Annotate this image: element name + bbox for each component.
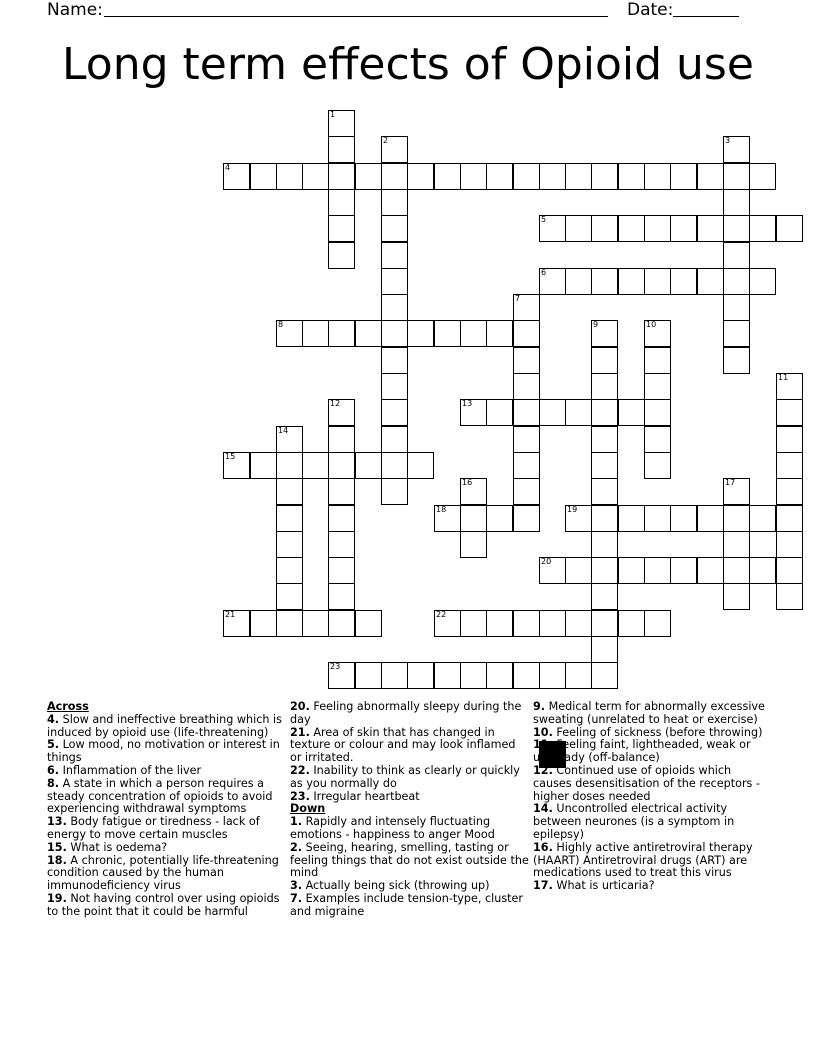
clue-column-2 [290, 701, 530, 919]
crossword-cell[interactable] [591, 557, 618, 584]
clue-number-label: 18 [436, 505, 447, 514]
clue-text: What is oedema? [66, 840, 168, 854]
crossword-cell[interactable] [328, 215, 355, 242]
clue-number: 14. [533, 802, 553, 816]
clue-number-label: 4 [225, 163, 231, 172]
clue-number-label: 5 [541, 215, 547, 224]
crossword-cell[interactable] [276, 610, 303, 637]
crossword-cell[interactable] [407, 662, 434, 689]
crossword-cell[interactable] [381, 478, 408, 505]
clue-number: 13. [47, 815, 67, 829]
crossword-cell[interactable] [565, 163, 592, 190]
across-clue-list-continued [290, 701, 530, 803]
crossword-cell[interactable] [591, 320, 618, 347]
crossword-cell[interactable] [723, 478, 750, 505]
crossword-cell[interactable] [460, 531, 487, 558]
clue-number-label: 6 [541, 268, 547, 277]
crossword-cell[interactable] [539, 557, 566, 584]
crossword-cell[interactable] [328, 242, 355, 269]
crossword-cell[interactable] [328, 320, 355, 347]
crossword-cell[interactable] [776, 215, 803, 242]
clue-number: 5. [47, 738, 60, 752]
clue-text: What is urticaria? [552, 879, 655, 893]
crossword-cell[interactable] [328, 478, 355, 505]
crossword-cell[interactable] [486, 610, 513, 637]
crossword-cell[interactable] [565, 505, 592, 532]
crossword-cell[interactable] [434, 505, 461, 532]
crossword-cell[interactable] [250, 163, 277, 190]
crossword-cell[interactable] [302, 163, 329, 190]
crossword-cell[interactable] [276, 478, 303, 505]
clue-number: 4. [47, 712, 60, 726]
crossword-cell[interactable] [776, 557, 803, 584]
crossword-cell[interactable] [618, 163, 645, 190]
clue-item [47, 778, 287, 816]
crossword-cell[interactable] [618, 610, 645, 637]
crossword-cell[interactable] [328, 110, 355, 137]
clue-text: A chronic, potentially life-threatening condition caused by the human immunodeficiency virus [47, 853, 279, 893]
crossword-cell[interactable] [723, 215, 750, 242]
crossword-cell[interactable] [776, 373, 803, 400]
crossword-cell[interactable] [591, 662, 618, 689]
crossword-cell[interactable] [381, 426, 408, 453]
crossword-cell[interactable] [381, 373, 408, 400]
crossword-cell[interactable] [328, 136, 355, 163]
clue-number: 21. [290, 725, 310, 739]
crossword-cell[interactable] [776, 452, 803, 479]
crossword-cell[interactable] [276, 505, 303, 532]
crossword-cell[interactable] [565, 610, 592, 637]
crossword-cell[interactable] [618, 505, 645, 532]
crossword-cell[interactable] [486, 163, 513, 190]
clue-number-label: 20 [541, 557, 552, 566]
clue-text: Feeling faint, lightheaded, weak or unsteady (off-balance) [533, 738, 751, 765]
crossword-cell[interactable] [381, 215, 408, 242]
crossword-cell[interactable] [407, 320, 434, 347]
crossword-cell[interactable] [644, 610, 671, 637]
crossword-cell[interactable] [381, 242, 408, 269]
crossword-cell[interactable] [565, 268, 592, 295]
crossword-cell[interactable] [460, 662, 487, 689]
crossword-cell[interactable] [513, 399, 540, 426]
clue-number: 18. [47, 853, 67, 867]
crossword-cell[interactable] [591, 268, 618, 295]
crossword-cell[interactable] [776, 399, 803, 426]
clue-column-1 [47, 701, 287, 919]
clue-text: Highly active antiretroviral therapy (HAART) Antiretroviral drugs (ART) are medications used to treat this virus [533, 840, 753, 880]
clue-number: 10. [533, 725, 553, 739]
crossword-cell[interactable] [276, 163, 303, 190]
crossword-cell[interactable] [749, 557, 776, 584]
crossword-cell[interactable] [565, 662, 592, 689]
crossword-cell[interactable] [670, 163, 697, 190]
crossword-cell[interactable] [381, 320, 408, 347]
crossword-cell[interactable] [513, 505, 540, 532]
crossword-cell[interactable] [539, 610, 566, 637]
crossword-cell[interactable] [513, 294, 540, 321]
crossword-cell[interactable] [513, 426, 540, 453]
crossword-cell[interactable] [276, 583, 303, 610]
clue-number-label: 17 [725, 478, 736, 487]
clue-text: Inability to think as clearly or quickly as you normally do [290, 763, 520, 790]
crossword-cell[interactable] [670, 215, 697, 242]
crossword-cell[interactable] [513, 373, 540, 400]
down-heading: Down [290, 802, 326, 816]
crossword-cell[interactable] [723, 294, 750, 321]
crossword-cell[interactable] [749, 268, 776, 295]
crossword-cell[interactable] [513, 347, 540, 374]
clue-number: 16. [533, 840, 553, 854]
crossword-cell[interactable] [539, 215, 566, 242]
clue-text: Irregular heartbeat [309, 789, 420, 803]
clue-text: Medical term for abnormally excessive sweating (unrelated to heat or exercise) [533, 700, 765, 726]
crossword-cell[interactable] [723, 505, 750, 532]
crossword-cell[interactable] [381, 347, 408, 374]
crossword-cell[interactable] [670, 505, 697, 532]
clue-text: Not having control over using opioids to the point that it could be harmful [47, 891, 280, 918]
crossword-cell[interactable] [723, 531, 750, 558]
clue-number: 22. [290, 763, 310, 777]
name-label: Name: [47, 0, 103, 20]
crossword-cell[interactable] [460, 320, 487, 347]
clue-text: Seeing, hearing, smelling, tasting or feeling things that do not exist outside the mind [290, 840, 529, 880]
clue-item [290, 816, 530, 842]
crossword-cell[interactable] [539, 163, 566, 190]
crossword-cell[interactable] [591, 373, 618, 400]
clue-item [290, 765, 530, 791]
crossword-cell[interactable] [565, 215, 592, 242]
crossword-cell[interactable] [328, 583, 355, 610]
clue-item [290, 893, 530, 919]
clue-number: 6. [47, 763, 60, 777]
crossword-cell[interactable] [328, 662, 355, 689]
clue-text: Feeling of sickness (before throwing) [552, 725, 763, 739]
clue-item [47, 816, 287, 842]
crossword-cell[interactable] [723, 163, 750, 190]
clue-number: 12. [533, 763, 553, 777]
crossword-cell[interactable] [618, 557, 645, 584]
crossword-cell[interactable] [328, 557, 355, 584]
clue-number-label: 16 [462, 478, 473, 487]
clue-number: 15. [47, 840, 67, 854]
crossword-cell[interactable] [618, 215, 645, 242]
clue-number: 1. [290, 815, 303, 829]
crossword-cell[interactable] [697, 163, 724, 190]
crossword-cell[interactable] [539, 399, 566, 426]
clue-text: Feeling abnormally sleepy during the day [290, 700, 522, 726]
crossword-cell[interactable] [644, 399, 671, 426]
clue-number-label: 14 [278, 426, 289, 435]
clue-number-label: 21 [225, 610, 236, 619]
page-title: Long term effects of Opioid use [62, 39, 754, 90]
clue-number: 23. [290, 789, 310, 803]
clue-number-label: 13 [462, 399, 473, 408]
crossword-cell[interactable] [723, 347, 750, 374]
crossword-cell[interactable] [223, 610, 250, 637]
clue-item [47, 739, 287, 765]
crossword-cell[interactable] [513, 163, 540, 190]
crossword-cell[interactable] [328, 531, 355, 558]
clue-number-label: 10 [646, 320, 657, 329]
crossword-cell[interactable] [644, 268, 671, 295]
crossword-cell[interactable] [513, 610, 540, 637]
crossword-cell[interactable] [250, 610, 277, 637]
crossword-cell[interactable] [539, 268, 566, 295]
clue-item [533, 880, 773, 893]
crossword-cell[interactable] [513, 478, 540, 505]
crossword-cell[interactable] [723, 189, 750, 216]
crossword-cell[interactable] [355, 320, 382, 347]
crossword-cell[interactable] [328, 163, 355, 190]
clue-text: Uncontrolled electrical activity between neurones (is a symptom in epilepsy) [533, 802, 735, 841]
crossword-cell[interactable] [328, 189, 355, 216]
crossword-cell[interactable] [302, 610, 329, 637]
crossword-cell[interactable] [644, 347, 671, 374]
crossword-cell[interactable] [460, 399, 487, 426]
clue-item [290, 701, 530, 727]
clue-number-label: 3 [725, 136, 731, 145]
date-label: Date: [627, 0, 674, 20]
crossword-cell[interactable] [591, 347, 618, 374]
down-clue-list-continued [533, 701, 773, 893]
crossword-cell[interactable] [355, 163, 382, 190]
clue-item [533, 842, 773, 880]
crossword-cell[interactable] [776, 478, 803, 505]
crossword-cell[interactable] [749, 505, 776, 532]
clue-number-label: 2 [383, 136, 389, 145]
clue-number-label: 15 [225, 452, 236, 461]
clue-item [290, 791, 530, 804]
crossword-cell[interactable] [328, 610, 355, 637]
clue-item [533, 803, 773, 841]
clue-number: 19. [47, 891, 67, 905]
crossword-cell[interactable] [591, 583, 618, 610]
crossword-cell[interactable] [723, 320, 750, 347]
crossword-cell[interactable] [591, 636, 618, 663]
clue-text: A state in which a person requires a steady concentration of opioids to avoid experiencing withdrawal symptoms [47, 776, 273, 816]
crossword-cell[interactable] [697, 557, 724, 584]
crossword-cell[interactable] [276, 452, 303, 479]
crossword-cell[interactable] [276, 557, 303, 584]
crossword-cell[interactable] [223, 163, 250, 190]
crossword-cell[interactable] [460, 478, 487, 505]
crossword-cell[interactable] [328, 505, 355, 532]
crossword-cell[interactable] [723, 136, 750, 163]
crossword-cell[interactable] [618, 399, 645, 426]
clue-column-3 [533, 701, 773, 893]
crossword-cell[interactable] [486, 662, 513, 689]
crossword-cell[interactable] [644, 373, 671, 400]
crossword-cell[interactable] [250, 452, 277, 479]
crossword-cell[interactable] [591, 531, 618, 558]
down-clue-list [290, 816, 530, 918]
crossword-cell[interactable] [591, 452, 618, 479]
crossword-cell[interactable] [381, 662, 408, 689]
clue-text: Low mood, no motivation or interest in things [47, 738, 280, 765]
crossword-cell[interactable] [355, 610, 382, 637]
crossword-cell[interactable] [697, 268, 724, 295]
crossword-cell[interactable] [276, 531, 303, 558]
crossword-cell[interactable] [381, 136, 408, 163]
crossword-cell[interactable] [644, 426, 671, 453]
crossword-cell[interactable] [434, 662, 461, 689]
crossword-cell[interactable] [460, 610, 487, 637]
crossword-cell[interactable] [565, 557, 592, 584]
crossword-cell[interactable] [328, 426, 355, 453]
clue-text: Examples include tension-type, cluster and migraine [290, 891, 524, 918]
across-clue-list [47, 714, 287, 919]
clue-item [47, 893, 287, 919]
clue-text: Area of skin that has changed in texture or colour and may look inflamed or irritated. [290, 725, 516, 765]
clue-text: Continued use of opioids which causes desensitisation of the receptors - higher doses needed [533, 763, 760, 803]
crossword-cell[interactable] [328, 399, 355, 426]
crossword-cell[interactable] [591, 478, 618, 505]
crossword-cell[interactable] [618, 268, 645, 295]
clue-number: 20. [290, 700, 310, 713]
crossword-cell[interactable] [381, 452, 408, 479]
crossword-cell[interactable] [697, 215, 724, 242]
crossword-cell[interactable] [513, 320, 540, 347]
crossword-cell[interactable] [460, 163, 487, 190]
crossword-cell[interactable] [381, 163, 408, 190]
crossword-cell[interactable] [539, 662, 566, 689]
crossword-cell[interactable] [407, 452, 434, 479]
clue-item [533, 739, 773, 765]
crossword-cell[interactable] [276, 320, 303, 347]
clue-number: 3. [290, 879, 303, 893]
crossword-cell[interactable] [328, 452, 355, 479]
crossword-cell[interactable] [776, 531, 803, 558]
crossword-cell[interactable] [591, 505, 618, 532]
clue-number-label: 11 [778, 373, 789, 382]
clue-item [47, 855, 287, 893]
crossword-cell[interactable] [486, 505, 513, 532]
clue-number: 8. [47, 776, 60, 790]
crossword-cell[interactable] [434, 163, 461, 190]
crossword-cell[interactable] [486, 399, 513, 426]
crossword-cell[interactable] [670, 557, 697, 584]
clue-item [533, 765, 773, 803]
crossword-cell[interactable] [723, 557, 750, 584]
clue-text: Inflammation of the liver [59, 763, 202, 777]
clue-number-label: 8 [278, 320, 284, 329]
crossword-cell[interactable] [381, 399, 408, 426]
crossword-cell[interactable] [276, 426, 303, 453]
clue-text: Body fatigue or tiredness - lack of energy to move certain muscles [47, 815, 260, 841]
crossword-cell[interactable] [381, 189, 408, 216]
crossword-cell[interactable] [749, 215, 776, 242]
clue-number: 2. [290, 840, 303, 854]
clue-text: Slow and ineffective breathing which is induced by opioid use (life-threatening) [47, 712, 282, 739]
crossword-cell[interactable] [381, 294, 408, 321]
crossword-cell[interactable] [460, 505, 487, 532]
clue-number-label: 9 [593, 320, 599, 329]
crossword-cell[interactable] [434, 320, 461, 347]
clue-item [47, 714, 287, 740]
across-heading: Across [47, 700, 89, 713]
clue-item [290, 842, 530, 880]
clue-item [533, 701, 773, 727]
crossword-cell[interactable] [723, 583, 750, 610]
crossword-cell[interactable] [486, 320, 513, 347]
clue-number-label: 23 [330, 662, 341, 671]
crossword-cell[interactable] [302, 320, 329, 347]
crossword-cell[interactable] [723, 242, 750, 269]
crossword-cell[interactable] [644, 452, 671, 479]
crossword-cell[interactable] [434, 610, 461, 637]
crossword-cell[interactable] [513, 662, 540, 689]
crossword-cell[interactable] [355, 662, 382, 689]
crossword-cell[interactable] [723, 268, 750, 295]
crossword-cell[interactable] [670, 268, 697, 295]
crossword-cell[interactable] [644, 505, 671, 532]
crossword-cell[interactable] [697, 505, 724, 532]
clue-number: 17. [533, 879, 553, 893]
crossword-cell[interactable] [407, 163, 434, 190]
crossword-cell[interactable] [591, 426, 618, 453]
crossword-cell[interactable] [749, 163, 776, 190]
crossword-cell[interactable] [591, 610, 618, 637]
crossword-cell[interactable] [591, 215, 618, 242]
crossword-cell[interactable] [644, 215, 671, 242]
crossword-cell[interactable] [381, 268, 408, 295]
crossword-cell[interactable] [644, 163, 671, 190]
crossword-cell[interactable] [302, 452, 329, 479]
clue-number-label: 1 [330, 110, 336, 119]
crossword-cell[interactable] [355, 452, 382, 479]
crossword-cell[interactable] [591, 163, 618, 190]
crossword-cell[interactable] [776, 426, 803, 453]
crossword-cell[interactable] [776, 505, 803, 532]
crossword-cell[interactable] [644, 320, 671, 347]
clue-item [290, 727, 530, 765]
clue-number-label: 22 [436, 610, 447, 619]
crossword-cell[interactable] [565, 399, 592, 426]
clue-number: 11. [533, 738, 553, 752]
clue-number: 9. [533, 700, 546, 713]
crossword-cell[interactable] [591, 399, 618, 426]
crossword-cell[interactable] [223, 452, 250, 479]
crossword-cell[interactable] [776, 583, 803, 610]
crossword-cell[interactable] [644, 557, 671, 584]
clue-text: Rapidly and intensely fluctuating emotions - happiness to anger Mood [290, 815, 495, 841]
clue-number: 7. [290, 891, 303, 905]
clue-text: Actually being sick (throwing up) [302, 879, 490, 893]
crossword-cell[interactable] [513, 452, 540, 479]
clue-number-label: 7 [515, 294, 521, 303]
clue-number-label: 19 [567, 505, 578, 514]
clue-number-label: 12 [330, 399, 341, 408]
